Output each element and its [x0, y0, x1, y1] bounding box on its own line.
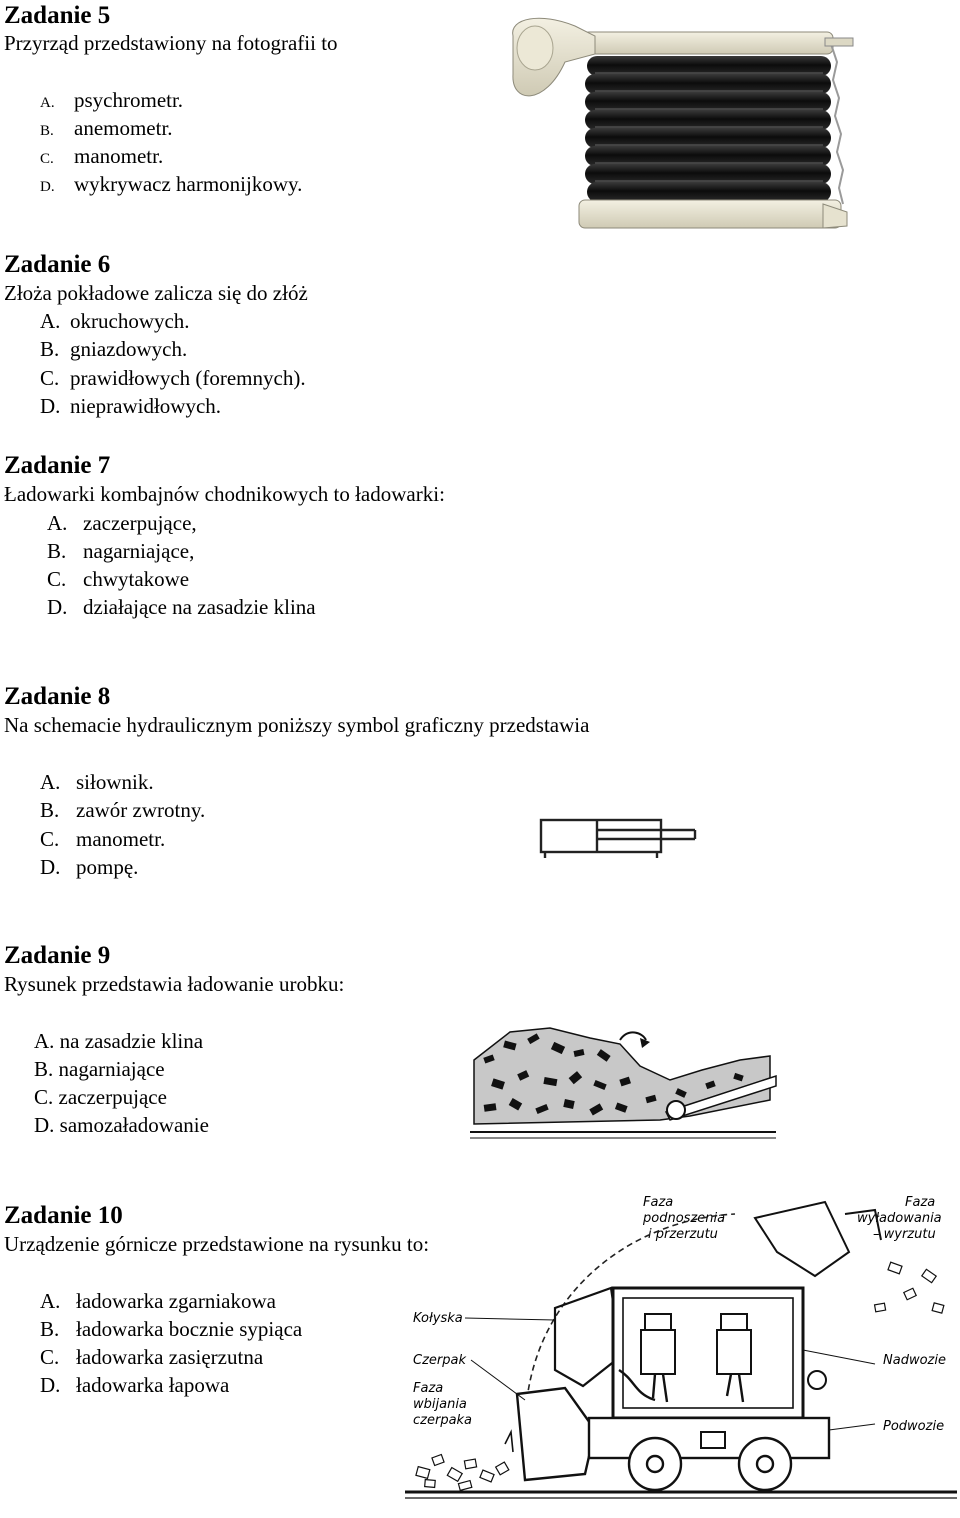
ore-loading-drawing — [470, 1020, 780, 1148]
task-5-question: Przyrząd przedstawiony na fotografii to — [4, 31, 338, 55]
task-8-option-c[interactable]: C. manometr. — [40, 827, 166, 851]
label-faza-podnoszenia-1: Faza — [643, 1195, 674, 1210]
label-kolyska: Kołyska — [413, 1311, 463, 1326]
label-faza-wbijania-2: wbijania — [413, 1397, 467, 1412]
label-faza-wbijania-1: Faza — [413, 1381, 444, 1396]
task-6-question: Złoża pokładowe zalicza się do złóż — [4, 281, 308, 305]
task-5-option-d[interactable]: D. wykrywacz harmonijkowy. — [40, 172, 303, 196]
bellows-detector-photo — [505, 14, 855, 244]
task-6-option-b[interactable]: B. gniazdowych. — [40, 337, 188, 361]
label-faza-wbijania-3: czerpaka — [413, 1413, 473, 1428]
task-9-question: Rysunek przedstawia ładowanie urobku: — [4, 972, 345, 996]
task-6-title: Zadanie 6 — [4, 251, 111, 278]
label-faza-podnoszenia-3: i przerzutu — [648, 1227, 718, 1242]
task-7-title: Zadanie 7 — [4, 452, 111, 479]
label-faza-wyladowania-3: – wyrzutu — [873, 1227, 936, 1242]
label-czerpak: Czerpak — [413, 1353, 466, 1368]
task-10-title: Zadanie 10 — [4, 1202, 123, 1229]
task-7-option-c[interactable]: C. chwytakowe — [47, 567, 190, 591]
task-5-option-a[interactable]: A. psychrometr. — [40, 88, 184, 112]
task-7-question: Ładowarki kombajnów chodnikowych to ładowarki: — [4, 482, 445, 506]
task-10-option-a[interactable]: A. ładowarka zgarniakowa — [40, 1289, 276, 1313]
task-7-option-a[interactable]: A. zaczerpujące, — [47, 511, 197, 535]
task-9-option-a[interactable]: A. na zasadzie klina — [34, 1029, 204, 1053]
task-10-option-b[interactable]: B. ładowarka bocznie sypiąca — [40, 1317, 303, 1341]
task-6-option-c[interactable]: C. prawidłowych (foremnych). — [40, 366, 306, 390]
task-9-option-c[interactable]: C. zaczerpujące — [34, 1085, 167, 1109]
task-8-question: Na schemacie hydraulicznym poniższy symbol graficzny przedstawia — [4, 713, 590, 737]
task-5-option-c[interactable]: C. manometr. — [40, 144, 164, 168]
task-8-option-a[interactable]: A. siłownik. — [40, 770, 154, 794]
task-8-option-b[interactable]: B. zawór zwrotny. — [40, 798, 206, 822]
task-5-title: Zadanie 5 — [4, 2, 111, 29]
task-9-option-d[interactable]: D. samozaładowanie — [34, 1113, 209, 1137]
task-10-option-d[interactable]: D. ładowarka łapowa — [40, 1373, 230, 1397]
task-10-question: Urządzenie górnicze przedstawione na rysunku to: — [4, 1232, 430, 1256]
hydraulic-cylinder-symbol — [535, 814, 701, 860]
label-podwozie: Podwozie — [883, 1419, 945, 1434]
task-6-option-a[interactable]: A. okruchowych. — [40, 309, 190, 333]
task-8-option-d[interactable]: D. pompę. — [40, 855, 139, 879]
label-nadwozie: Nadwozie — [883, 1353, 946, 1368]
shovel-loader-drawing — [405, 1180, 957, 1514]
task-5-option-b[interactable]: B. anemometr. — [40, 116, 173, 140]
task-9-option-b[interactable]: B. nagarniające — [34, 1057, 165, 1081]
label-faza-wyladowania-1: Faza — [905, 1195, 936, 1210]
task-8-title: Zadanie 8 — [4, 683, 111, 710]
task-9-title: Zadanie 9 — [4, 942, 111, 969]
label-faza-podnoszenia-2: podnoszenia — [643, 1211, 726, 1226]
task-10-option-c[interactable]: C. ładowarka zasięrzutna — [40, 1345, 264, 1369]
label-faza-wyladowania-2: wyładowania — [857, 1211, 942, 1226]
task-7-option-b[interactable]: B. nagarniające, — [47, 539, 195, 563]
task-6-option-d[interactable]: D. nieprawidłowych. — [40, 394, 222, 418]
task-7-option-d[interactable]: D. działające na zasadzie klina — [47, 595, 316, 619]
